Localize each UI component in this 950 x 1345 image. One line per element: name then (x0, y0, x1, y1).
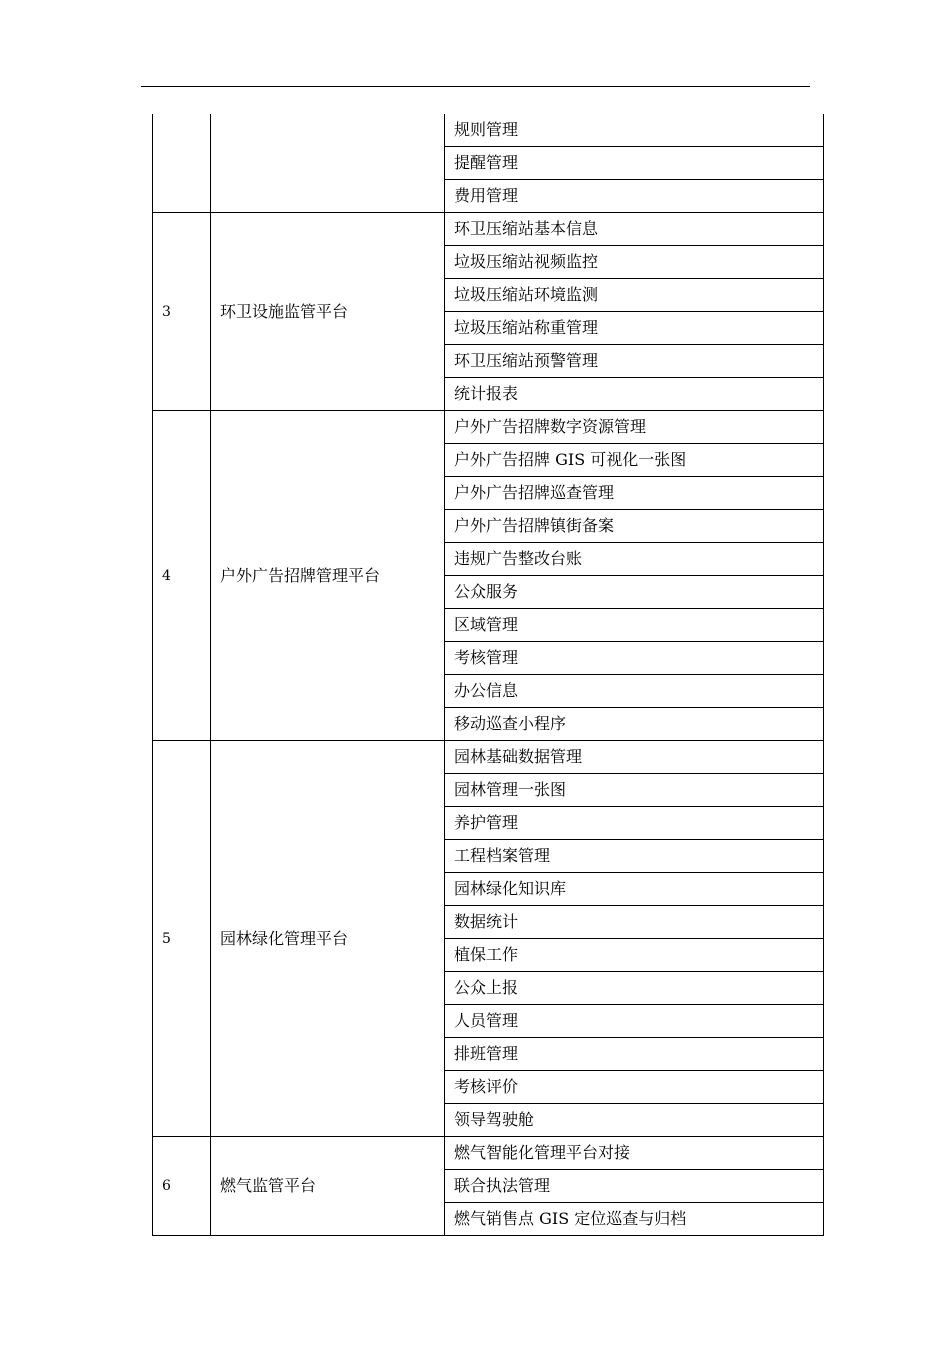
platform-name: 燃气监管平台 (211, 1137, 445, 1236)
function-item: 环卫压缩站预警管理 (445, 345, 824, 378)
row-number: 4 (153, 411, 211, 741)
platform-name: 环卫设施监管平台 (211, 213, 445, 411)
function-item: 垃圾压缩站视频监控 (445, 246, 824, 279)
function-item: 移动巡查小程序 (445, 708, 824, 741)
function-item: 户外广告招牌 GIS 可视化一张图 (445, 444, 824, 477)
function-item: 户外广告招牌数字资源管理 (445, 411, 824, 444)
row-number: 3 (153, 213, 211, 411)
function-item: 园林管理一张图 (445, 774, 824, 807)
function-item: 费用管理 (445, 180, 824, 213)
function-item: 植保工作 (445, 939, 824, 972)
function-item: 考核评价 (445, 1071, 824, 1104)
table-row (153, 114, 824, 147)
row-number: 6 (153, 1137, 211, 1236)
function-item: 领导驾驶舱 (445, 1104, 824, 1137)
module-table (152, 114, 824, 1236)
platform-name: 园林绿化管理平台 (211, 741, 445, 1137)
function-item: 数据统计 (445, 906, 824, 939)
function-item: 燃气智能化管理平台对接 (445, 1137, 824, 1170)
function-item: 统计报表 (445, 378, 824, 411)
table-row (153, 411, 824, 444)
function-item: 园林绿化知识库 (445, 873, 824, 906)
function-item: 人员管理 (445, 1005, 824, 1038)
row-number: 5 (153, 741, 211, 1137)
table-row (153, 1137, 824, 1170)
function-item: 养护管理 (445, 807, 824, 840)
function-item: 联合执法管理 (445, 1170, 824, 1203)
function-item: 环卫压缩站基本信息 (445, 213, 824, 246)
function-item: 园林基础数据管理 (445, 741, 824, 774)
function-item: 公众服务 (445, 576, 824, 609)
function-item: 规则管理 (445, 114, 824, 147)
function-item: 提醒管理 (445, 147, 824, 180)
function-item: 燃气销售点 GIS 定位巡查与归档 (445, 1203, 824, 1236)
function-item: 公众上报 (445, 972, 824, 1005)
function-item: 办公信息 (445, 675, 824, 708)
function-item: 垃圾压缩站称重管理 (445, 312, 824, 345)
module-table-body (153, 114, 824, 1236)
function-item: 区域管理 (445, 609, 824, 642)
function-item: 违规广告整改台账 (445, 543, 824, 576)
header-rule (141, 86, 810, 87)
table-row (153, 213, 824, 246)
function-item: 垃圾压缩站环境监测 (445, 279, 824, 312)
function-item: 考核管理 (445, 642, 824, 675)
row-number (153, 114, 211, 213)
table-row (153, 741, 824, 774)
function-item: 户外广告招牌镇街备案 (445, 510, 824, 543)
function-item: 工程档案管理 (445, 840, 824, 873)
function-item: 排班管理 (445, 1038, 824, 1071)
function-item: 户外广告招牌巡查管理 (445, 477, 824, 510)
platform-name: 户外广告招牌管理平台 (211, 411, 445, 741)
platform-name (211, 114, 445, 213)
